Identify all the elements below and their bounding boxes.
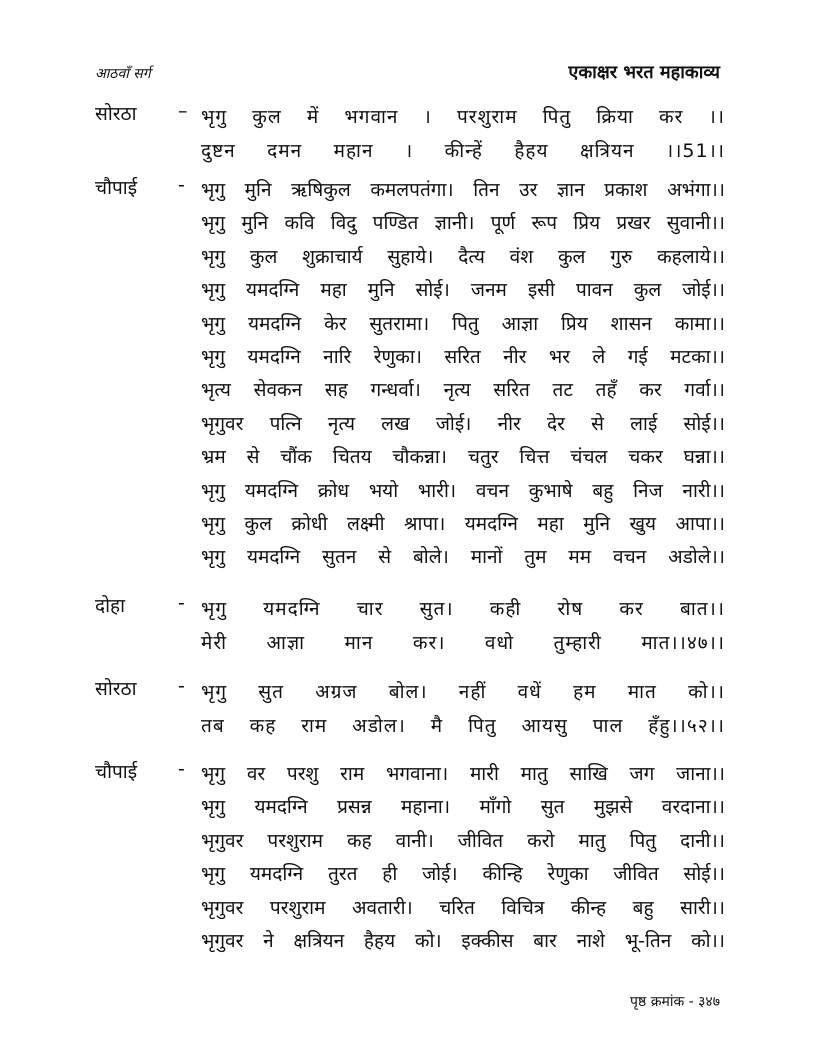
verse-line: भृगु यमदग्नि चार सुत। कही रोष कर बात।।: [201, 598, 725, 620]
verse-line: भृगुवर ने क्षत्रियन हैहय को। इक्कीस बार नाशे भू-तिन को।।: [201, 930, 725, 953]
verse-type-label: सोरठा: [95, 103, 137, 125]
verse-dash: -: [178, 174, 185, 196]
verse-line: भृगुवर परशुराम अवतारी। चरित विचित्र कीन्ह बहु सारी।।: [201, 896, 725, 919]
verse-line: भृगु कुल शुक्राचार्य सुहाये। दैत्य वंश कुल गुरु कहलाये।।: [201, 245, 725, 268]
verse-line: भृगुवर पत्नि नृत्य लख जोई। नीर देर से लाई सोई।।: [201, 412, 725, 435]
verse-line: भृगु यमदग्नि प्रसन्न महाना। माँगो सुत मुझसे वरदाना।।: [201, 796, 725, 819]
verse-dash: -: [178, 675, 185, 697]
verse-line: मेरी आज्ञा मान कर। वधो तुम्हारी मात।।४७।।: [201, 632, 725, 654]
verse-line: भृगु यमदग्नि नारि रेणुका। सरित नीर भर ले गई मटका।।: [201, 346, 725, 369]
verse-line: भ्रम से चौंक चितय चौकन्ना। चतुर चित्त चंचल चकर घन्ना।।: [201, 446, 725, 469]
page-number: पृष्ठ क्रमांक - ३४७: [630, 994, 720, 1010]
verse-line: भृगु कुल क्रोधी लक्ष्मी श्रापा। यमदग्नि महा मुनि खुय आपा।।: [201, 513, 725, 536]
verse-line: दुष्टन दमन महान । कीन्हें हैहय क्षत्रियन ।।51।।: [201, 140, 725, 162]
verse-type-label: चौपाई: [95, 177, 138, 199]
verse-line: भृगु यमदग्नि क्रोध भयो भारी। वचन कुभाषे बहु निज नारी।।: [201, 479, 725, 502]
verse-line: भृगु कुल में भगवान । परशुराम पितु क्रिया कर ।।: [201, 106, 725, 128]
verse-line: भृगुवर परशुराम कह वानी। जीवित करो मातु पितु दानी।।: [201, 829, 725, 852]
verse-line: भृगु मुनि ऋषिकुल कमलपतंगा। तिन उर ज्ञान प्रकाश अभंगा।।: [201, 179, 725, 201]
verse-line: भृगु सुत अग्रज बोल। नहीं वधें हम मात को।।: [201, 681, 725, 703]
verse-type-label: सोरठा: [95, 678, 137, 700]
verse-line: भृगु यमदग्नि तुरत ही जोई। कीन्हि रेणुका जीवित सोई।।: [201, 863, 725, 886]
book-title: एकाक्षर भरत महाकाव्य: [568, 62, 720, 83]
verse-line: भृगु यमदग्नि सुतन से बोले। मानों तुम मम वचन अडोले।।: [201, 546, 725, 569]
verse-line: भृगु वर परशु राम भगवाना। मारी मातु साखि जग जाना।।: [201, 763, 725, 785]
verse-line: भृगु मुनि कवि विदु पण्डित ज्ञानी। पूर्ण रूप प्रिय प्रखर सुवानी।।: [201, 212, 725, 235]
verse-type-label: दोहा: [95, 595, 126, 617]
verse-line: भृगु यमदग्नि महा मुनि सोई। जनम इसी पावन कुल जोई।।: [201, 279, 725, 302]
verse-line: भृगु यमदग्नि केर सुतरामा। पितु आज्ञा प्रिय शासन कामा।।: [201, 312, 725, 335]
verse-dash: -: [178, 758, 185, 780]
verse-dash: –: [178, 100, 188, 122]
chapter-title: आठवाँ सर्ग: [95, 66, 151, 82]
verse-line: भृत्य सेवकन सह गन्धर्वा। नृत्य सरित तट तहँ कर गर्वा।।: [201, 379, 725, 402]
verse-line: तब कह राम अडोल। मै पितु आयसु पाल हँहु।।५२।।: [201, 715, 725, 737]
verse-type-label: चौपाई: [95, 761, 138, 783]
verse-dash: -: [178, 592, 185, 614]
